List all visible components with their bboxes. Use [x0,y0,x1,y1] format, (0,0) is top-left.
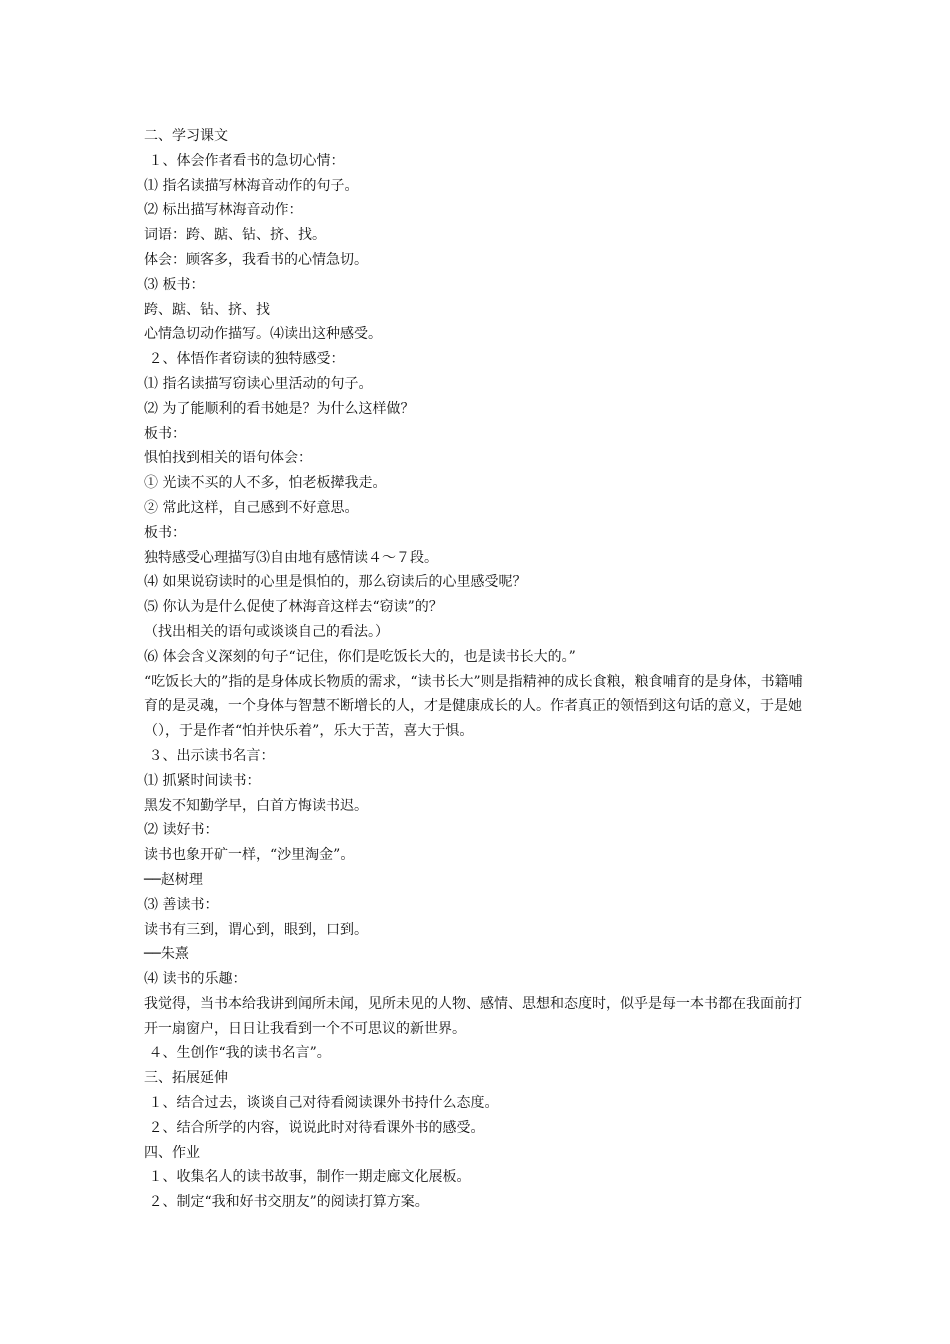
text-line: 独特感受心理描写⑶自由地有感情读４～７段。 [144,549,438,566]
text-line: ① 光读不买的人不多，怕老板撵我走。 [144,475,387,492]
quote-line: 黑发不知勤学早，白首方悔读书迟。 [144,797,368,814]
text-line: 词语：跨、踮、钻、挤、找。 [144,227,326,244]
subsection-heading: １、体会作者看书的急切心情： [144,152,345,169]
text-line: ⑸ 你认为是什么促使了林海音这样去“窃读”的？ [144,599,443,616]
text-line: ⑵ 标出描写林海音动作： [144,202,303,219]
text-line: ⑶ 板书： [144,276,205,293]
text-line: ⑹ 体会含义深刻的句子“记住，你们是吃饭长大的，也是读书长大的。” [144,648,576,665]
subsection-heading: １、收集名人的读书故事，制作一期走廊文化展板。 [144,1169,471,1186]
text-line: 板书： [144,524,186,541]
quote-attribution: ──朱熹 [144,946,189,963]
text-line: ⑷ 读书的乐趣： [144,971,247,988]
subsection-heading: ２、结合所学的内容，说说此时对待看课外书的感受。 [144,1119,485,1136]
text-line: ⑶ 善读书： [144,896,219,913]
subsection-heading: ２、体悟作者窃读的独特感受： [144,351,345,368]
text-line: 板书： [144,425,186,442]
text-line: 跨、踮、钻、挤、找 [144,301,270,318]
text-line: ⑴ 指名读描写林海音动作的句子。 [144,177,359,194]
text-line: 体会：顾客多，我看书的心情急切。 [144,251,368,268]
quote-line: 读书也象开矿一样，“沙里淘金”。 [144,847,355,864]
text-line: （找出相关的语句或谈谈自己的看法。） [144,623,389,640]
section-heading: 二、学习课文 [144,128,228,144]
section-heading: 四、作业 [144,1144,200,1161]
text-line: ⑵ 为了能顺利的看书她是？为什么这样做？ [144,400,415,417]
subsection-heading: ４、生创作“我的读书名言”。 [144,1045,331,1062]
subsection-heading: １、结合过去，谈谈自己对待看阅读课外书持什么态度。 [144,1095,499,1112]
paragraph: 我觉得，当书本给我讲到闻所未闻，见所未见的人物、感情、思想和态度时，似乎是每一本书都在我面前打开一扇窗户，日日让我看到一个不可思议的新世界。 [144,995,802,1037]
text-line: ⑴ 抓紧时间读书： [144,772,261,789]
text-line: ⑵ 读好书： [144,822,219,839]
text-line: ⑷ 如果说窃读时的心里是惧怕的，那么窃读后的心里感受呢？ [144,574,527,591]
subsection-heading: ２、制定“我和好书交朋友”的阅读打算方案。 [144,1194,429,1211]
text-line: 惧怕找到相关的语句体会： [144,450,312,467]
subsection-heading: ３、出示读书名言： [144,747,275,764]
text-line: ⑴ 指名读描写窃读心里活动的句子。 [144,375,373,392]
document-body [144,124,812,1215]
text-line: 心情急切动作描写。⑷读出这种感受。 [144,326,382,343]
text-line: ② 常此这样，自己感到不好意思。 [144,499,359,516]
section-heading: 三、拓展延伸 [144,1070,228,1087]
quote-line: 读书有三到，谓心到，眼到，口到。 [144,921,368,938]
paragraph: “吃饭长大的”指的是身体成长物质的需求，“读书长大”则是指精神的成长食粮，粮食哺育的是身体，书籍哺育的是灵魂，一个身体与智慧不断增长的人，才是健康成长的人。作者真正的领悟到这句话的意义，于是她（），于是作者“怕并快乐着”，乐大于苦，喜大于惧。 [144,673,803,740]
quote-attribution: ──赵树理 [144,871,203,888]
